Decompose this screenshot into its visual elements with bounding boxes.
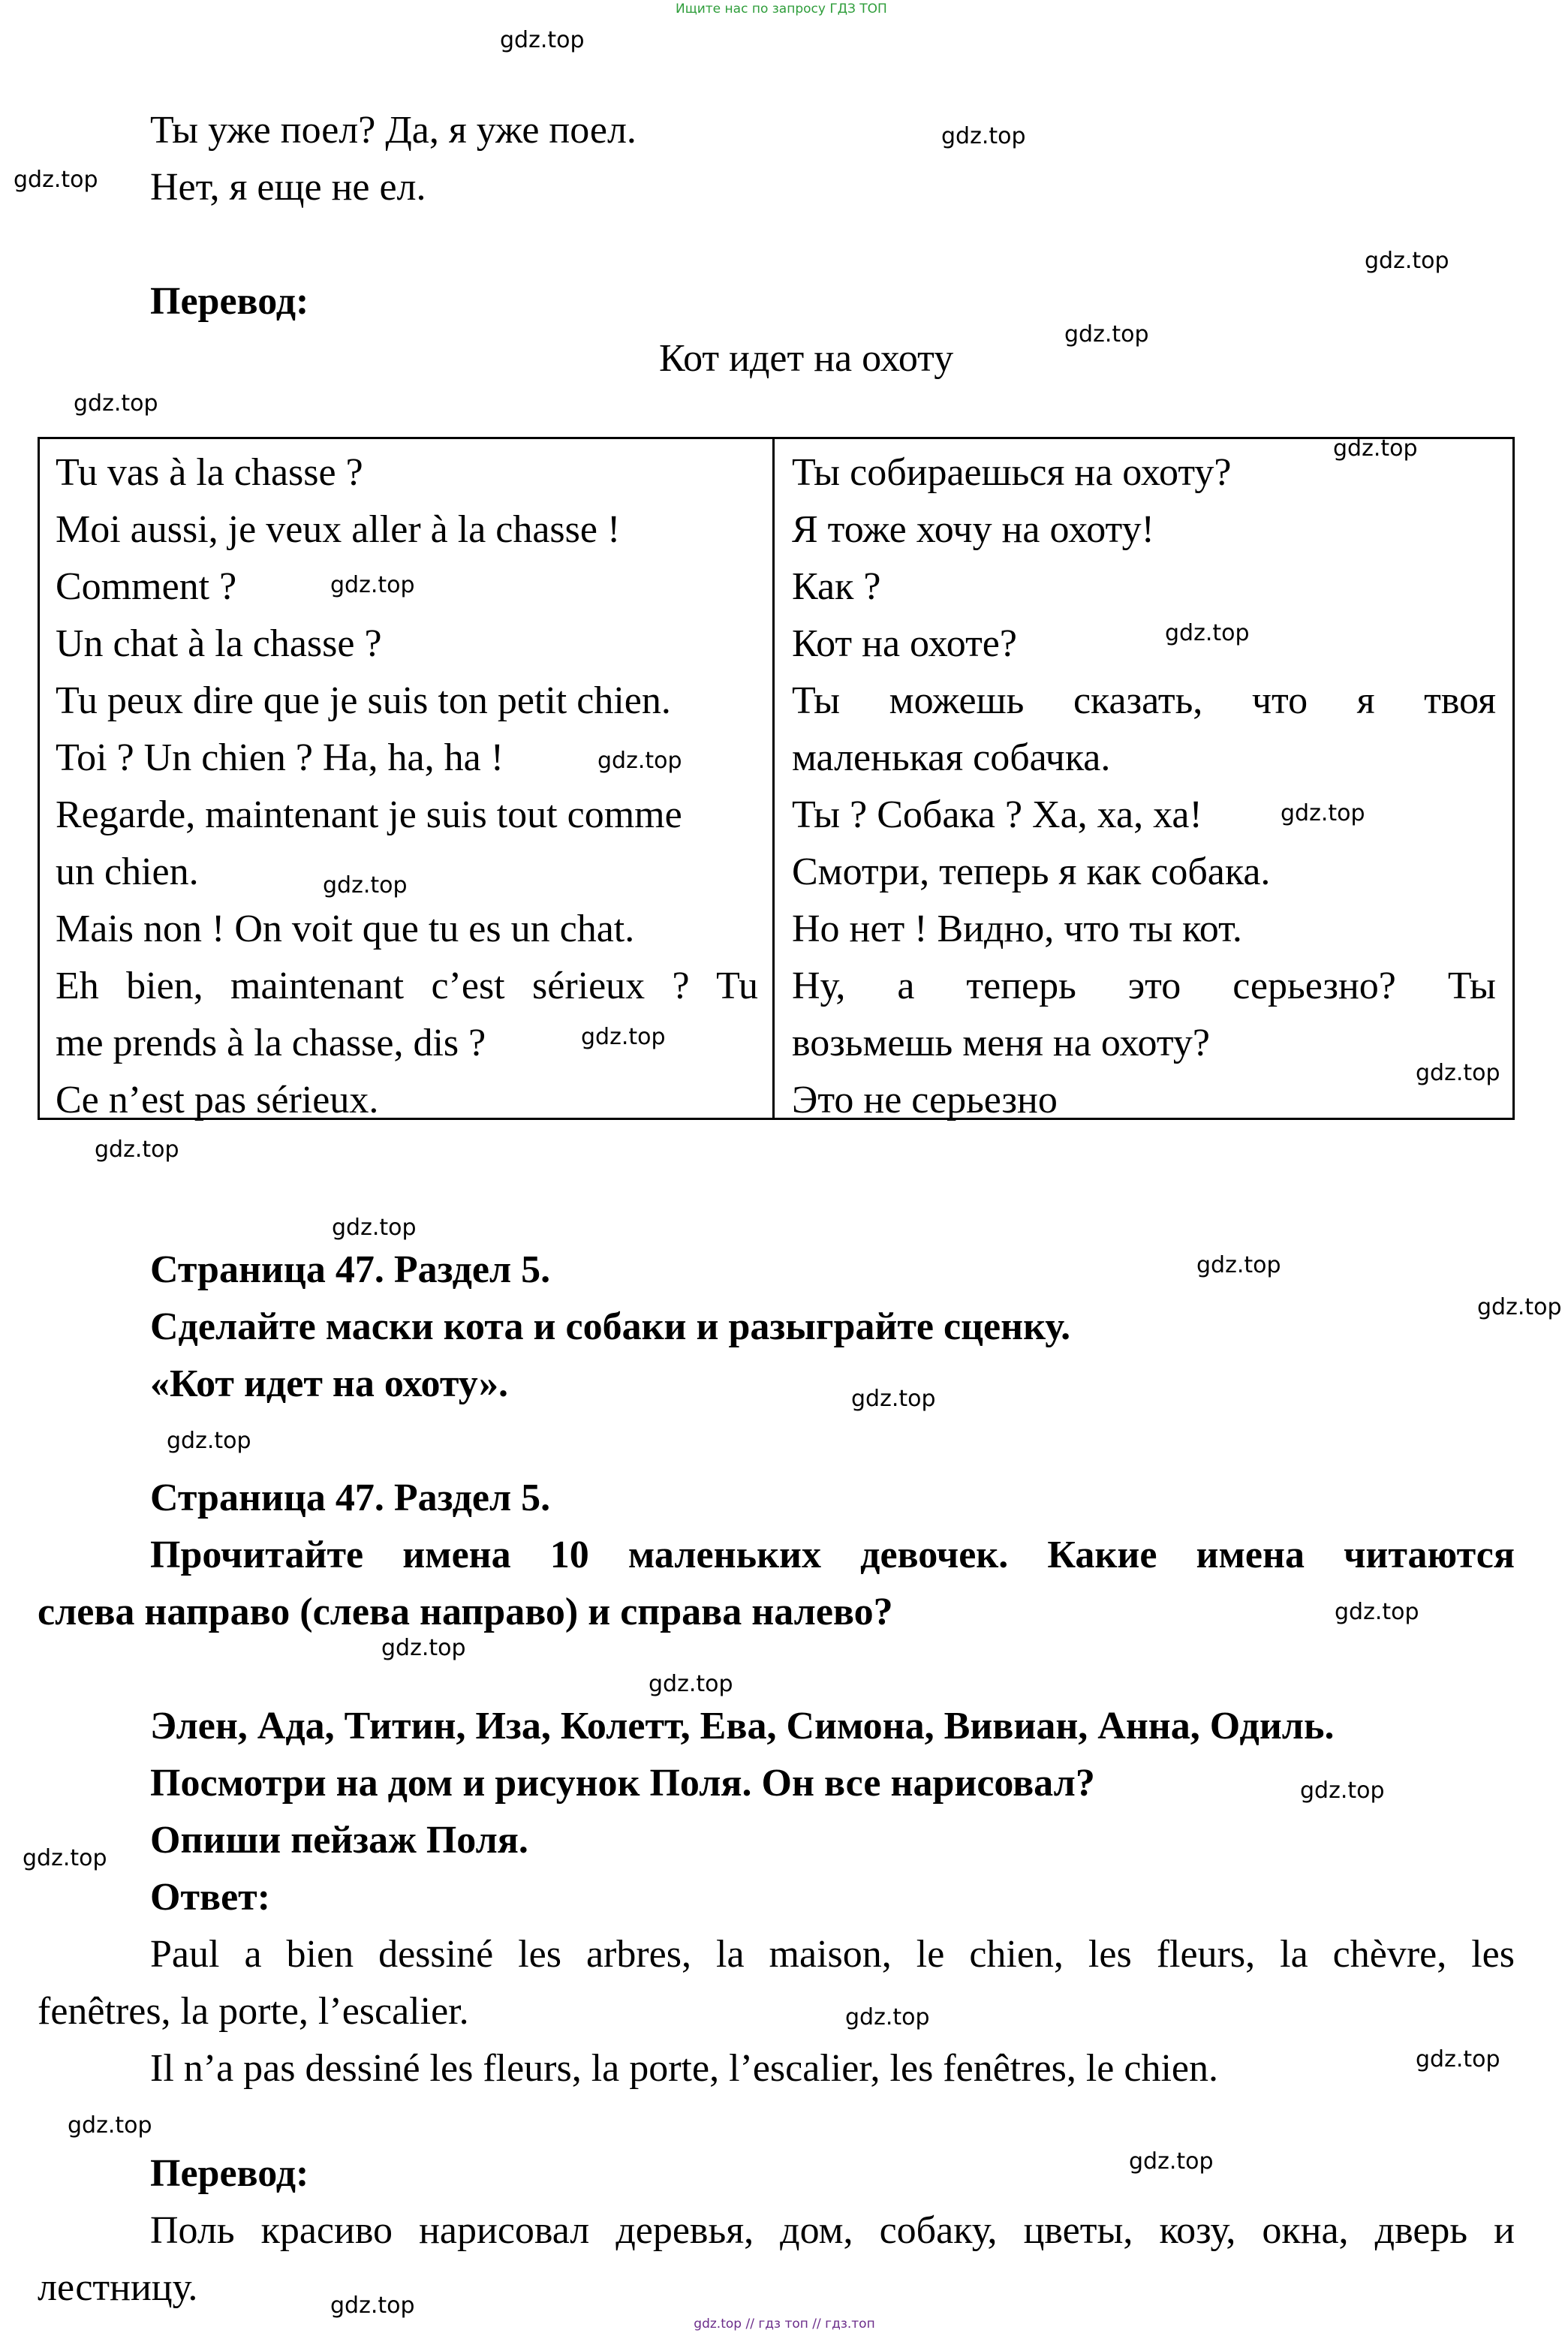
- question-1: Посмотри на дом и рисунок Поля. Он все нарисовал?: [150, 1762, 1095, 1805]
- translation2-heading: Перевод:: [150, 2152, 309, 2195]
- french-line-7: Regarde, maintenant je suis tout comme: [56, 793, 682, 836]
- section1-task-line-2: «Кот идет на охоту».: [150, 1362, 509, 1405]
- french-line-3: Comment ?: [56, 565, 237, 608]
- section2-heading: Страница 47. Раздел 5.: [150, 1477, 551, 1519]
- watermark: gdz.top: [1165, 620, 1250, 646]
- translation2-line-1: Поль красиво нарисовал деревья, дом, собаку, цветы, козу, окна, дверь и: [150, 2209, 1515, 2252]
- header-search-link[interactable]: Ищите нас по запросу ГДЗ ТОП: [676, 2, 887, 17]
- answer-para2: Il n’a pas dessiné les fleurs, la porte, l’escalier, les fenêtres, le chien.: [150, 2047, 1218, 2090]
- watermark: gdz.top: [500, 27, 585, 53]
- watermark: gdz.top: [581, 1024, 666, 1050]
- russian-line-11: возьмешь меня на охоту?: [792, 1022, 1210, 1064]
- watermark: gdz.top: [941, 123, 1026, 149]
- french-line-9: Mais non ! On voit que tu es un chat.: [56, 908, 635, 950]
- french-line-2: Moi aussi, je veux aller à la chasse !: [56, 508, 621, 551]
- watermark: gdz.top: [330, 2292, 415, 2319]
- section2-task-line-2: слева направо (слева направо) и справа налево?: [38, 1591, 893, 1633]
- answer-para1-line-2: fenêtres, la porte, l’escalier.: [38, 1990, 469, 2033]
- intro-line-1: Ты уже поел? Да, я уже поел.: [150, 109, 637, 152]
- watermark: gdz.top: [1477, 1294, 1562, 1320]
- footer-site-links[interactable]: gdz.top // гдз топ // гдз.топ: [694, 2316, 875, 2331]
- watermark: gdz.top: [1365, 248, 1449, 274]
- french-line-6: Toi ? Un chien ? Ha, ha, ha !: [56, 736, 504, 779]
- russian-line-8: Смотри, теперь я как собака.: [792, 850, 1271, 893]
- russian-line-10: Ну, а теперь это серьезно? Ты: [792, 965, 1496, 1007]
- russian-line-4: Кот на охоте?: [792, 622, 1017, 665]
- watermark: gdz.top: [845, 2004, 930, 2030]
- watermark: gdz.top: [1416, 2046, 1500, 2073]
- watermark: gdz.top: [1333, 435, 1418, 462]
- watermark: gdz.top: [95, 1136, 179, 1163]
- watermark: gdz.top: [1196, 1252, 1281, 1278]
- question-2: Опиши пейзаж Поля.: [150, 1819, 528, 1862]
- intro-line-2: Нет, я еще не ел.: [150, 166, 426, 209]
- french-line-10: Eh bien, maintenant c’est sérieux ? Tu: [56, 965, 758, 1007]
- watermark: gdz.top: [1129, 2148, 1214, 2175]
- section1-heading: Страница 47. Раздел 5.: [150, 1248, 551, 1291]
- watermark: gdz.top: [597, 748, 682, 774]
- watermark: gdz.top: [330, 572, 415, 598]
- watermark: gdz.top: [1335, 1599, 1419, 1625]
- french-line-4: Un chat à la chasse ?: [56, 622, 382, 665]
- russian-line-2: Я тоже хочу на охоту!: [792, 508, 1154, 551]
- story-title: Кот идет на охоту: [659, 337, 954, 380]
- russian-line-5: Ты можешь сказать, что я твоя: [792, 679, 1496, 722]
- section2-task-line-1: Прочитайте имена 10 маленьких девочек. Какие имена читаются: [150, 1534, 1515, 1576]
- answer-heading: Ответ:: [150, 1876, 271, 1919]
- russian-line-1: Ты собираешься на охоту?: [792, 451, 1232, 494]
- french-line-5: Tu peux dire que je suis ton petit chien.: [56, 679, 671, 722]
- answer-para1-line-1: Paul a bien dessiné les arbres, la maison, le chien, les fleurs, la chèvre, les: [150, 1933, 1515, 1976]
- watermark: gdz.top: [74, 390, 158, 417]
- section1-task-line-1: Сделайте маски кота и собаки и разыграйте сценку.: [150, 1305, 1071, 1348]
- watermark: gdz.top: [14, 167, 98, 193]
- watermark: gdz.top: [649, 1671, 733, 1697]
- watermark: gdz.top: [1300, 1778, 1385, 1804]
- watermark: gdz.top: [167, 1428, 251, 1454]
- russian-line-12: Это не серьезно: [792, 1079, 1058, 1121]
- watermark: gdz.top: [1281, 800, 1365, 826]
- watermark: gdz.top: [332, 1215, 417, 1241]
- translation-heading: Перевод:: [150, 280, 309, 323]
- french-line-12: Ce n’est pas sérieux.: [56, 1079, 379, 1121]
- girls-names: Элен, Ада, Титин, Иза, Колетт, Ева, Симона, Вивиан, Анна, Одиль.: [150, 1705, 1335, 1747]
- watermark: gdz.top: [381, 1635, 466, 1661]
- watermark: gdz.top: [1064, 321, 1149, 348]
- translation2-line-2: лестницу.: [38, 2266, 198, 2309]
- russian-line-3: Как ?: [792, 565, 881, 608]
- russian-line-6: маленькая собачка.: [792, 736, 1111, 779]
- french-line-11: me prends à la chasse, dis ?: [56, 1022, 486, 1064]
- french-line-8: un chien.: [56, 850, 199, 893]
- russian-line-9: Но нет ! Видно, что ты кот.: [792, 908, 1242, 950]
- watermark: gdz.top: [851, 1386, 936, 1412]
- watermark: gdz.top: [1416, 1060, 1500, 1086]
- watermark: gdz.top: [323, 872, 408, 899]
- french-line-1: Tu vas à la chasse ?: [56, 451, 363, 494]
- dialogue-table-divider: [772, 437, 775, 1120]
- watermark: gdz.top: [68, 2112, 152, 2139]
- russian-line-7: Ты ? Собака ? Ха, ха, ха!: [792, 793, 1202, 836]
- watermark: gdz.top: [23, 1845, 107, 1871]
